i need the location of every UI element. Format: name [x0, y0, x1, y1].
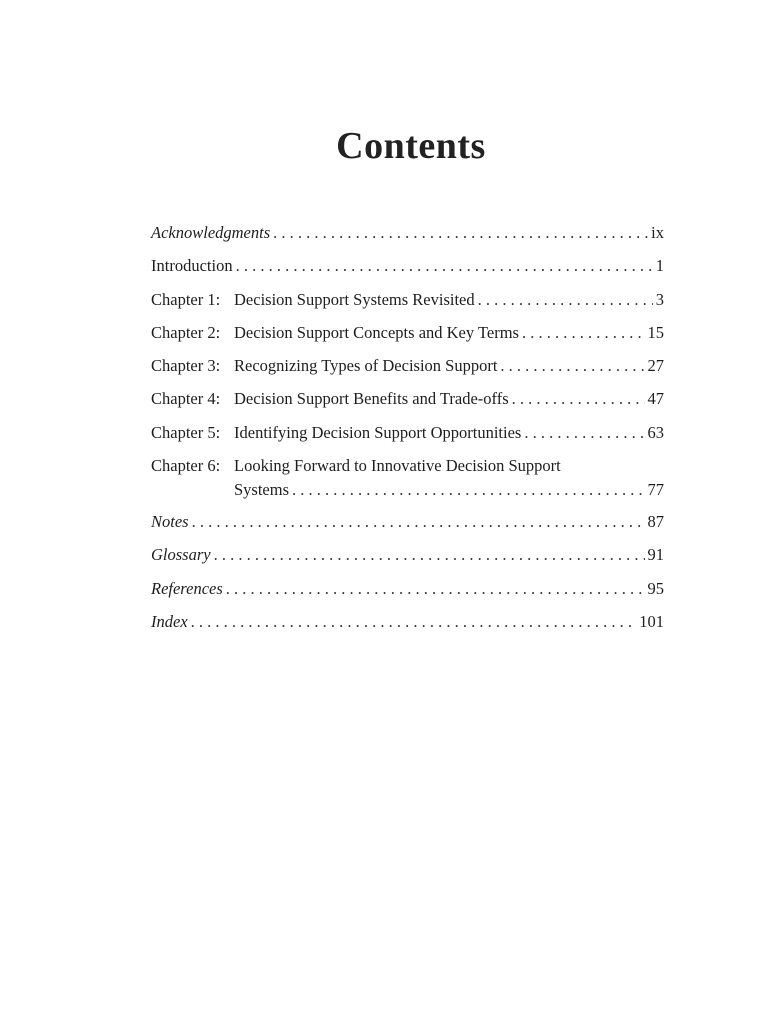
- toc-entry-label: Looking Forward to Innovative Decision Support: [234, 456, 561, 476]
- toc-entry-label: Introduction: [151, 256, 233, 276]
- dot-leader: [226, 577, 645, 601]
- toc-entry-label: Decision Support Benefits and Trade-offs: [234, 389, 509, 409]
- toc-entry-glossary[interactable]: [151, 543, 664, 576]
- toc-entry-chapter-5[interactable]: [151, 421, 664, 454]
- toc-entry-label: Identifying Decision Support Opportunities: [234, 422, 522, 442]
- dot-leader: [292, 478, 644, 502]
- toc-page-number: ix: [651, 223, 664, 242]
- toc-page-number: 27: [647, 356, 664, 376]
- table-of-contents: [151, 221, 664, 643]
- toc-page-number: 47: [647, 389, 664, 409]
- toc-chapter-number: Chapter 6:: [151, 456, 221, 476]
- toc-entry-label: Recognizing Types of Decision Support: [234, 356, 498, 376]
- dot-leader: [192, 510, 645, 534]
- toc-chapter-number: Chapter 4:: [151, 389, 221, 409]
- toc-entry-label: References: [151, 578, 223, 598]
- toc-chapter-number: Chapter 5:: [151, 422, 221, 442]
- toc-entry-index[interactable]: [151, 610, 664, 643]
- toc-entry-acknowledgments[interactable]: [151, 221, 664, 254]
- toc-chapter-number: Chapter 3:: [151, 356, 221, 376]
- toc-page-number: 91: [647, 545, 664, 565]
- toc-entry-notes[interactable]: [151, 510, 664, 543]
- toc-entry-label: Index: [151, 611, 188, 631]
- toc-chapter-number: Chapter 2:: [151, 322, 221, 342]
- toc-entry-label: Acknowledgments: [151, 223, 271, 242]
- toc-page-number: 77: [647, 480, 664, 500]
- toc-entry-chapter-6[interactable]: [151, 454, 664, 510]
- toc-entry-label: Decision Support Systems Revisited: [234, 289, 475, 309]
- toc-entry-chapter-2[interactable]: [151, 321, 664, 354]
- dot-leader: [524, 421, 644, 445]
- page-title: Contents: [336, 125, 486, 167]
- toc-page-number: 63: [647, 422, 664, 442]
- dot-leader: [236, 254, 653, 278]
- toc-entry-chapter-3[interactable]: [151, 354, 664, 387]
- toc-page-number: 101: [639, 611, 664, 631]
- dot-leader: [522, 321, 645, 345]
- dot-leader: [500, 354, 644, 378]
- toc-page-number: 1: [655, 256, 664, 276]
- dot-leader: [191, 610, 637, 634]
- toc-page-number: 15: [647, 322, 664, 342]
- toc-entry-label-continued: Systems: [234, 480, 290, 500]
- toc-page-number: 87: [647, 512, 664, 532]
- toc-entry-references[interactable]: [151, 577, 664, 610]
- dot-leader: [512, 387, 645, 411]
- toc-entry-chapter-1[interactable]: [151, 288, 664, 321]
- toc-entry-label: Notes: [151, 512, 189, 532]
- toc-page-number: 3: [655, 289, 664, 309]
- toc-page-number: 95: [647, 578, 664, 598]
- dot-leader: [214, 543, 645, 567]
- toc-entry-label: Glossary: [151, 545, 211, 565]
- toc-entry-chapter-4[interactable]: [151, 387, 664, 420]
- toc-entry-label: Decision Support Concepts and Key Terms: [234, 322, 519, 342]
- dot-leader: [478, 288, 653, 312]
- dot-leader: [273, 221, 648, 245]
- toc-entry-introduction[interactable]: [151, 254, 664, 287]
- toc-chapter-number: Chapter 1:: [151, 289, 221, 309]
